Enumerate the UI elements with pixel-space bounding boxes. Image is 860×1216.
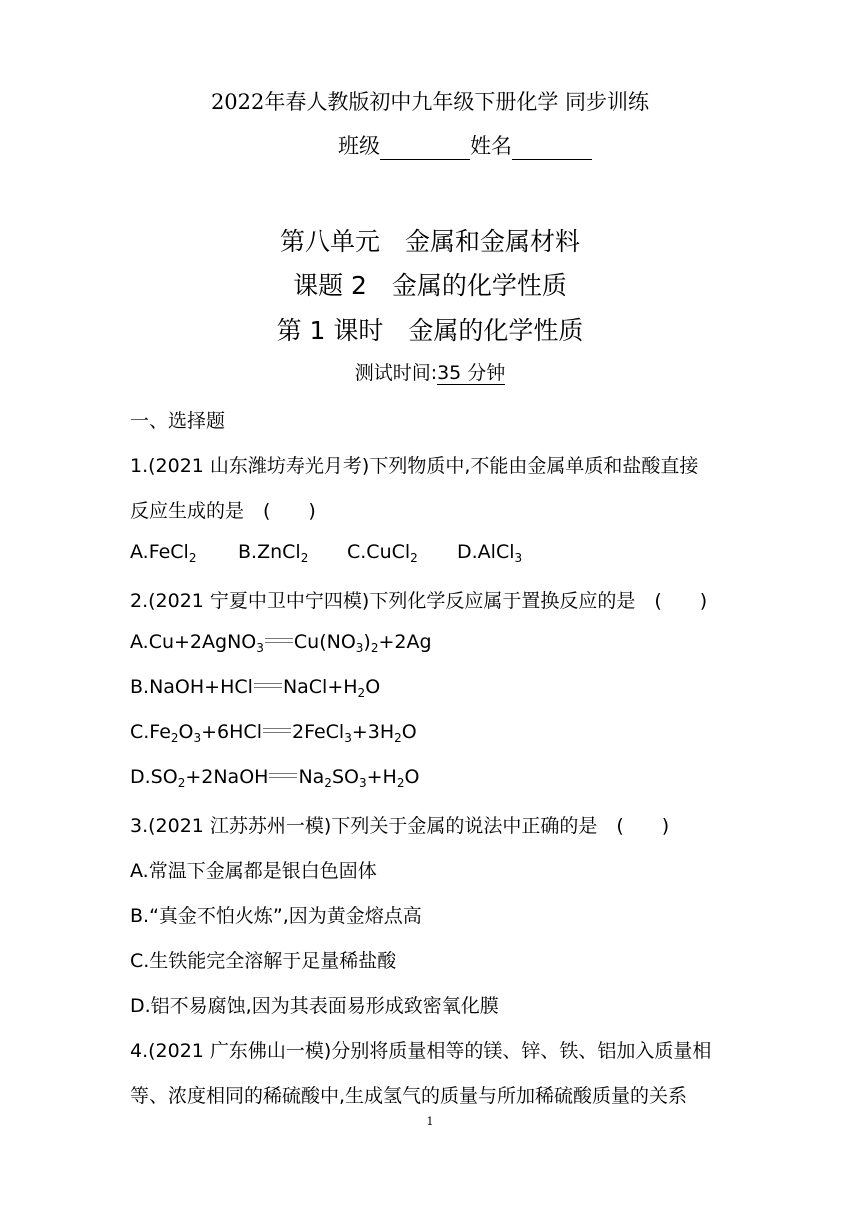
question-3-stem: 3.(2021 江苏苏州一模)下列关于金属的说法中正确的是 ( ) bbox=[130, 815, 670, 837]
equals-sign bbox=[263, 728, 291, 733]
topic-heading: 课题 2 金属的化学性质 bbox=[293, 271, 567, 300]
test-time-value: 35 分钟 bbox=[437, 362, 506, 384]
question-1-option-c: C.CuCl$_2$ bbox=[347, 541, 418, 565]
question-3-option-b: B.“真金不怕火炼”,因为黄金熔点高 bbox=[130, 905, 422, 927]
question-3-option-c: C.生铁能完全溶解于足量稀盐酸 bbox=[130, 950, 397, 972]
section-heading: 一、选择题 bbox=[130, 410, 226, 432]
class-label: 班级 bbox=[338, 134, 380, 158]
lesson-heading: 第 1 课时 金属的化学性质 bbox=[276, 316, 584, 345]
page-number: 1 bbox=[426, 1115, 434, 1128]
equals-sign bbox=[254, 683, 282, 688]
question-1-options bbox=[130, 541, 522, 565]
unit-heading: 第八单元 金属和金属材料 bbox=[279, 227, 580, 256]
test-time-label: 测试时间: bbox=[354, 362, 438, 384]
question-2-option-d: $D.SO_2+2NaOH$ $Na_2SO_3+H_2O$ bbox=[130, 766, 420, 790]
class-blank[interactable] bbox=[380, 137, 470, 160]
equals-sign bbox=[265, 638, 293, 643]
question-1-stem-line2: 反应生成的是 ( ) bbox=[130, 500, 316, 522]
question-4-line2: 等、浓度相同的稀硫酸中,生成氢气的质量与所加稀硫酸质量的关系 bbox=[130, 1085, 688, 1107]
question-2-stem: 2.(2021 宁夏中卫中宁四模)下列化学反应属于置换反应的是 ( ) bbox=[130, 590, 708, 612]
question-1-stem-line1: 1.(2021 山东潍坊寿光月考)下列物质中,不能由金属单质和盐酸直接 bbox=[130, 455, 699, 477]
question-2-option-a: A.Cu+2AgNO$_3$ $Cu(NO_3)_2+2Ag$ bbox=[130, 631, 432, 655]
question-3-option-a: A.常温下金属都是银白色固体 bbox=[130, 860, 377, 882]
student-info-line bbox=[338, 130, 592, 160]
question-1-option-a: A.FeCl$_2$ bbox=[130, 541, 197, 565]
name-blank[interactable] bbox=[512, 137, 592, 160]
question-2-option-b: B.NaOH+HCl $NaCl+H_2O$ bbox=[130, 676, 381, 700]
name-label: 姓名 bbox=[470, 134, 512, 158]
question-1-option-b: B.ZnCl$_2$ bbox=[238, 541, 309, 565]
document-title: 2022年春人教版初中九年级下册化学 同步训练 bbox=[210, 90, 650, 114]
question-2-option-c: $C.Fe_2O_3+6HCl$ $2FeCl_3+3H_2O$ bbox=[130, 721, 417, 745]
equals-sign bbox=[269, 773, 297, 778]
question-1-option-d: D.AlCl$_3$ bbox=[457, 541, 523, 565]
question-3-option-d: D.铝不易腐蚀,因为其表面易形成致密氧化膜 bbox=[130, 995, 499, 1017]
test-time bbox=[0, 358, 860, 385]
question-4-line1: 4.(2021 广东佛山一模)分别将质量相等的镁、锌、铁、铝加入质量相 bbox=[130, 1040, 712, 1062]
